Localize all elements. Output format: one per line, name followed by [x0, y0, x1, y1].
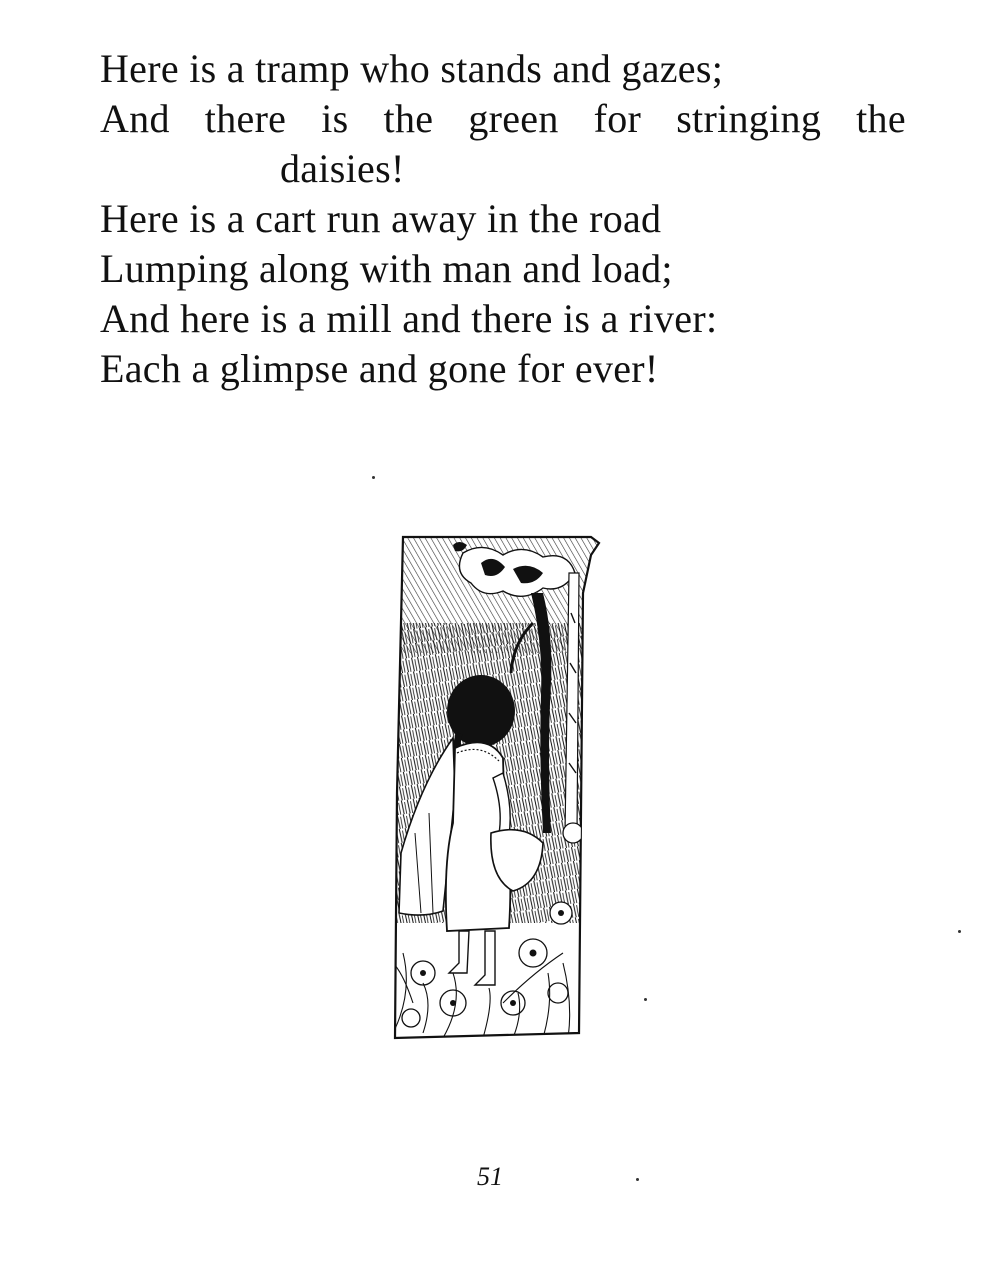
paper-speck — [958, 930, 961, 933]
child-in-meadow-illustration — [393, 533, 613, 1043]
paper-speck — [644, 998, 647, 1001]
poem-line-3: daisies! — [280, 146, 405, 191]
poem-line-7: Each a glimpse and gone for ever! — [100, 346, 659, 391]
poem-line-2-word: the — [856, 96, 906, 141]
page-number: 51 — [477, 1162, 503, 1191]
poem-line-2-word: there — [204, 96, 287, 141]
paper-speck — [636, 1178, 639, 1181]
poem-line-4: Here is a cart run away in the road — [100, 196, 662, 241]
poem-line-5: Lumping along with man and load; — [100, 246, 673, 291]
poem-line-6: And here is a mill and there is a river: — [100, 296, 718, 341]
poem-line-1: Here is a tramp who stands and gazes; — [100, 46, 724, 91]
poem-line-2-word: the — [383, 96, 434, 141]
poem-line-2-word: And — [100, 96, 170, 141]
poem-text — [100, 44, 930, 394]
poem-line-2-word: is — [321, 96, 349, 141]
poem-line-2-word: green — [468, 96, 559, 141]
paper-speck — [372, 476, 375, 479]
poem-line-2-word: stringing — [676, 96, 822, 141]
poem-line-2-word: for — [593, 96, 642, 141]
poem-line-2 — [100, 94, 906, 144]
